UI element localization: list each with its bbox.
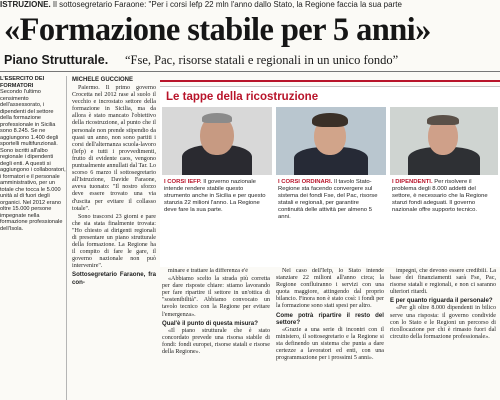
- infobox-title: Le tappe della ricostruzione: [166, 91, 319, 103]
- caption-text: Per risolvere il problema degli 8.000 addetti del settore, è necessario che la Regione stanzi fondi adeguati. Il governo nazionale offre supporto tecnico.: [392, 179, 488, 214]
- intro-paragraph: Palermo. Il primo governo Crocetta nel 2012 rase al suolo il vecchio e incrostato settore della formazione in Sicilia, ma da allora è stato mancato l'obiettivo della ricostruzione, al punto che il personale non prende stipendio da quasi un anno, non sono partiti i corsi dell'alternanza scuola-lavoro (Iefp) e tutti i provvedimenti, frutto di evidente caos, vengono puntualmente annullati dal Tar. Lo scorso 6 marzo il sottosegretario all'Istruzione, Davide Faraone, aveva tuonato: "Il nostro sforzo deve essere trovato una via d'uscita per evitare il collasso totale".: [72, 85, 156, 212]
- paragraph: «Il piano strutturale che è stato concordato prevede una risorsa stabile di fondi: fondi europei, risorse statali e risorse della Regione».: [162, 327, 270, 356]
- divider: [0, 71, 500, 72]
- infobox-caption-1: [164, 179, 270, 265]
- question: E per quanto riguarda il personale?: [390, 297, 493, 305]
- paragraph: «Grazie a una serie di incontri con il ministero, il sottosegretario e la Regione si sta definendo un sistema che punta a dare certezze a lavoratori ed enti, con una programmazione per i prossimi 5 anni».: [276, 326, 384, 362]
- headline: «Formazione stabile per 5 anni»: [4, 12, 431, 48]
- article-column-2: [162, 268, 270, 400]
- paragraph: «Abbiamo scelto la strada più corretta per dare risposte chiare: stiamo lavorando per fare ripartire il settore in un'ottica di "sostenibilità". Abbiamo convocato un tavolo tecnico con la Regione per evitare l'emergenza».: [162, 276, 270, 318]
- caption-text: Il governo nazionale intende rendere stabile questo strumento anche in Sicilia e per questo stanzia 22 milioni l'anno. La Regione deve fare la sua parte.: [164, 179, 266, 214]
- sidebar-lead: L'ESERCITO DEI FORMATORI: [0, 76, 45, 89]
- question: Come potrà ripartire il resto del settore?: [276, 311, 384, 326]
- sidebar-text: Secondo l'ultimo censimento dell'assessorato, i dipendenti del settore della formazione professionale in Sicilia sono 8.245. Se ne aggiungono 1.400 degli sportelli multifunzionali. Sono iscritti all'albo regionale i dipendenti degli enti. A questi si aggiungono i collaboratori, i formatori e il personale amministrativo, per un totale che tocca le 5.000 unità al di fuori degli organici. Nel 2012 erano oltre 15.000 persone impegnate nella formazione professionale dell'Isola.: [0, 89, 66, 232]
- caption-label: I CORSI IEFP.: [164, 179, 202, 185]
- portrait-photo: [162, 107, 272, 175]
- caption-text: Il tavolo Stato-Regione sta facendo convergere sul sistema dei fondi Fse, del Pac, risorse statali e regionali, per garantire continuità delle attività per almeno 5 anni.: [278, 179, 378, 221]
- paragraph: impegni, che devono essere credibili. La base dei finanziamenti sarà Fse, Pac, risorse statali e regionali, e non ci saranno ulteriori ritardi.: [390, 268, 496, 296]
- portrait-photo: [390, 107, 498, 175]
- top-strip-section: ISTRUZIONE.: [0, 0, 51, 9]
- box-top-rule: [160, 80, 500, 82]
- caption-label: I DIPENDENTI.: [392, 179, 433, 185]
- paragraph: minare e trattare la differenza e'è: [168, 268, 248, 274]
- kicker: Piano Strutturale.: [4, 53, 109, 67]
- paragraph: «Per gli oltre 8.000 dipendenti in bilico serve una risposta: il governo condivide con lo Stato e le Regioni un percorso di ricollocazione per chi è rimasto fuori dal circuito della formazione professionale».: [390, 305, 496, 340]
- article-column-3: [276, 268, 384, 400]
- subheadline: “Fse, Pac, risorse statali e regionali in un unico fondo”: [125, 53, 399, 67]
- infobox-column-1: [162, 87, 272, 267]
- intro-paragraph: Sono trascorsi 23 giorni e pare che sia stata finalmente trovata: "Ho chiesto ai dirigenti regionali di presentare un piano strutturale della formazione. La Regione ha il compito di fare le gare, il governo nazionale non può intervenire".: [72, 213, 156, 270]
- paragraph: Nel caso dell'Iefp, lo Stato intende stanziare 22 milioni all'anno circa; la Regione confluiranno i servizi con una quota maggiore, attingendo dal proprio bilancio. Finora non è stato così: i fondi per la formazione sono stati spesi per altro.: [276, 268, 384, 310]
- caption-label: I CORSI ORDINARI.: [278, 179, 333, 185]
- infobox-column-2: [276, 87, 386, 267]
- sidebar-box: [0, 76, 67, 400]
- portrait-photo: [276, 107, 386, 175]
- intro-signature: Sottosegretario Faraone, fra con-: [72, 271, 156, 286]
- infobox-column-3: [390, 87, 498, 267]
- article-column-4: [390, 268, 496, 400]
- question: Qual'è il punto di questa misura?: [162, 319, 258, 327]
- infobox-caption-3: [392, 179, 496, 265]
- byline: MICHELE GUCCIONE: [72, 77, 134, 83]
- infobox: [160, 86, 500, 267]
- intro-column: [72, 85, 156, 400]
- top-strip: [0, 0, 500, 9]
- top-strip-text: Il sottosegretario Faraone: "Per i corsi Iefp 22 mln l'anno dallo Stato, la Regione faccia la sua parte: [52, 0, 402, 9]
- infobox-caption-2: [278, 179, 384, 265]
